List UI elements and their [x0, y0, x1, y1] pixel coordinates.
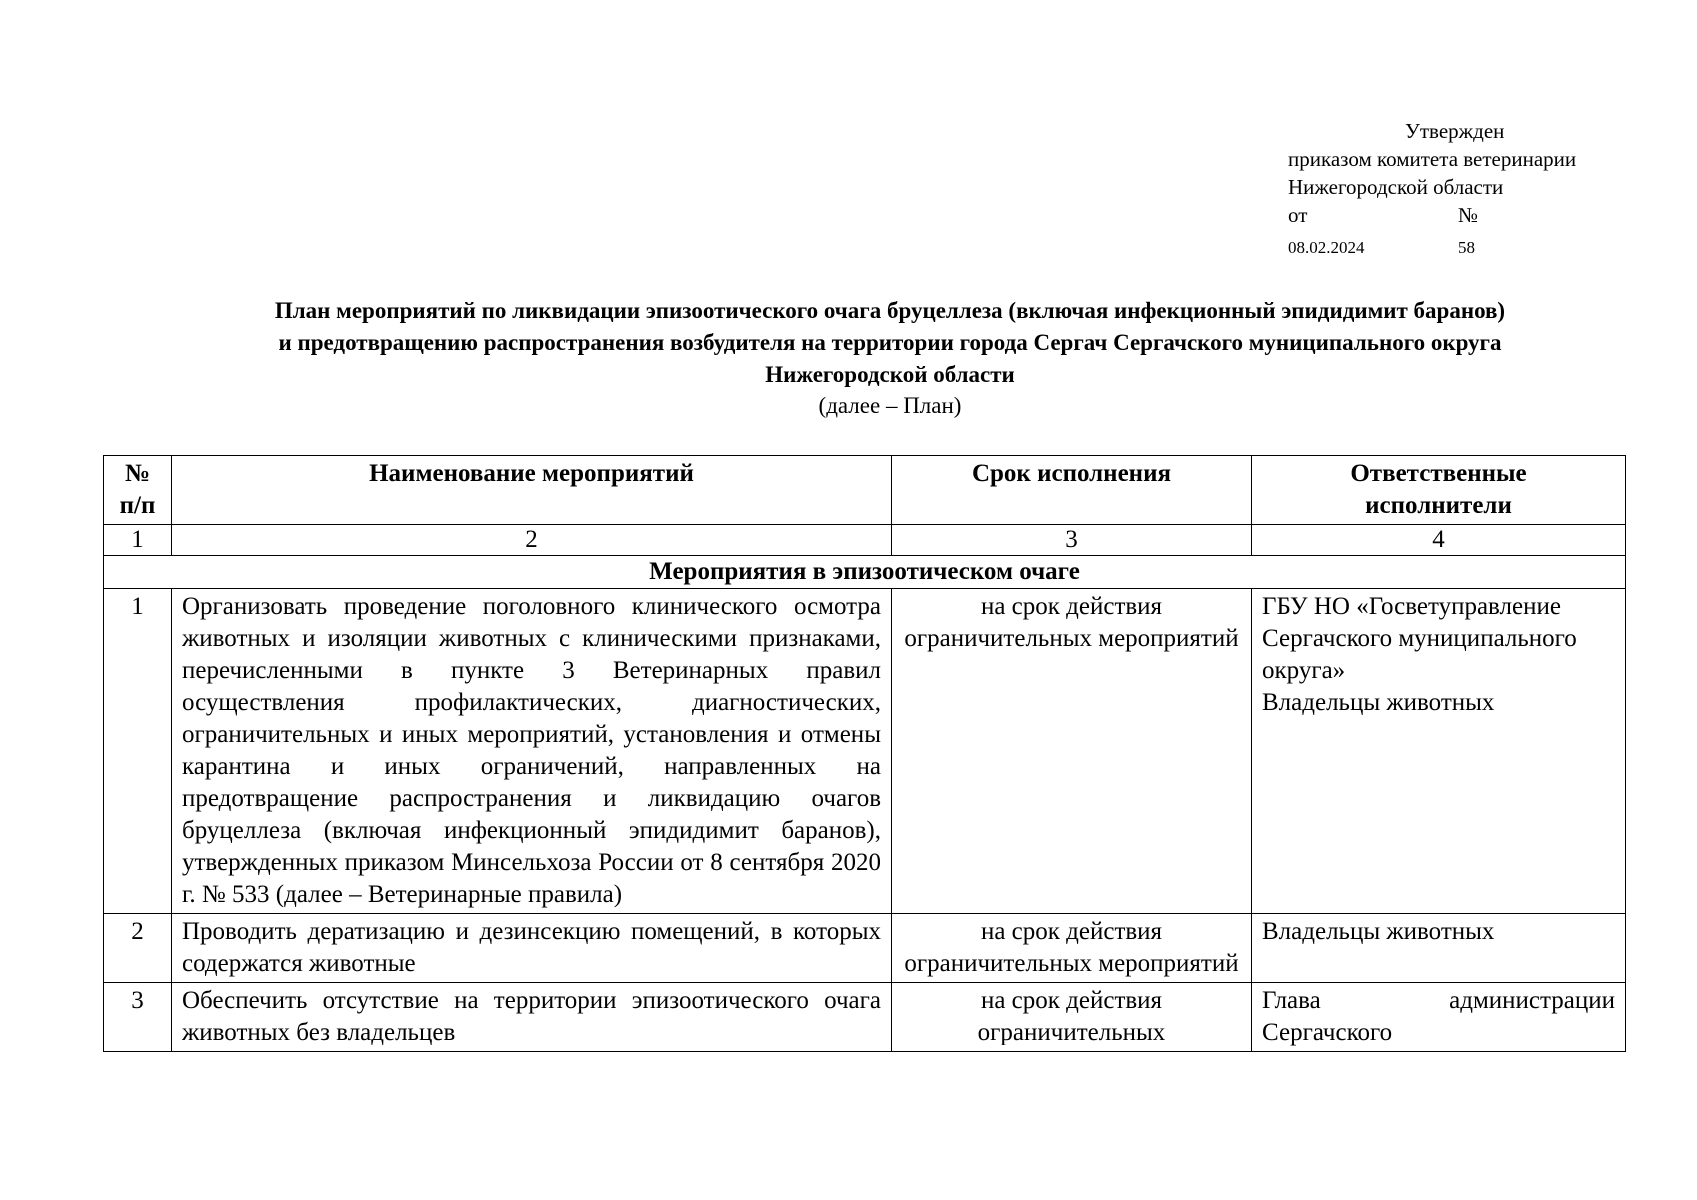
table-row	[104, 589, 1626, 914]
row-resp	[1252, 983, 1626, 1052]
approval-title: Утвержден	[1405, 119, 1505, 143]
row-name: Обеспечить отсутствие на территории эпизоотического очага животных без владельцев	[172, 983, 892, 1052]
header-num-line-1: №	[124, 460, 151, 487]
approval-from-label: от	[1288, 203, 1308, 227]
document-title-line-3: Нижегородской области	[765, 362, 1015, 387]
header-num-line-2: п/п	[119, 492, 156, 519]
document-title-line-2: и предотвращению распространения возбудителя на территории города Сергач Сергачского муниципального округа	[278, 330, 1502, 355]
approval-number: 58	[1458, 238, 1475, 257]
document-subtitle: (далее – План)	[818, 393, 962, 418]
header-name: Наименование мероприятий	[172, 456, 892, 525]
row-term	[892, 983, 1252, 1052]
plan-table	[103, 455, 1626, 1052]
row-name: Проводить дератизацию и дезинсекцию помещений, в которых содержатся животные	[172, 914, 892, 983]
table-row	[104, 914, 1626, 983]
header-resp-line-2: исполнители	[1365, 492, 1512, 519]
table-row	[104, 983, 1626, 1052]
approval-labels-row	[1288, 201, 1648, 229]
approval-line-1: приказом комитета ветеринарии	[1288, 147, 1577, 171]
approval-date: 08.02.2024	[1288, 238, 1365, 257]
approval-number-label: №	[1458, 203, 1479, 227]
approval-line-2: Нижегородской области	[1288, 175, 1504, 199]
row-resp-line-1: Глава администрации	[1262, 987, 1615, 1014]
approval-values-row	[1288, 237, 1648, 259]
header-resp	[1252, 456, 1626, 525]
document-title-line-1: План мероприятий по ликвидации эпизоотического очага бруцеллеза (включая инфекционный эпидидимит баранов)	[274, 298, 1506, 323]
column-number-2: 2	[172, 525, 892, 556]
header-resp-line-1: Ответственные	[1350, 460, 1527, 487]
row-resp-line-2: Владельцы животных	[1262, 689, 1495, 716]
column-number-1: 1	[104, 525, 172, 556]
header-term: Срок исполнения	[892, 456, 1252, 525]
row-resp: Владельцы животных	[1252, 914, 1626, 983]
row-term: на срок действия ограничительных мероприятий	[892, 914, 1252, 983]
row-num: 3	[104, 983, 172, 1052]
document-title	[140, 295, 1640, 391]
column-number-3: 3	[892, 525, 1252, 556]
row-resp	[1252, 589, 1626, 914]
row-term-text: на срок действия ограничительных	[977, 987, 1166, 1045]
section-title: Мероприятия в эпизоотическом очаге	[104, 556, 1626, 589]
row-resp-line-2: Сергачского	[1262, 1019, 1393, 1046]
row-term: на срок действия ограничительных мероприятий	[892, 589, 1252, 914]
row-num: 1	[104, 589, 172, 914]
column-number-4: 4	[1252, 525, 1626, 556]
row-resp-line-1: ГБУ НО «Госветуправление Сергачского муниципального округа»	[1262, 593, 1577, 684]
section-row	[104, 556, 1626, 589]
header-num	[104, 456, 172, 525]
row-num: 2	[104, 914, 172, 983]
approval-stamp	[1288, 117, 1648, 259]
column-number-row	[104, 525, 1626, 556]
table-header-row	[104, 456, 1626, 525]
row-name: Организовать проведение поголовного клинического осмотра животных и изоляции животных с клиническими признаками, перечисленными в пункте 3 Ветеринарных правил осуществления профилактических, диагностических, ограничительных и иных мероприятий, установления и отмены карантина и иных ограничений, направленных на предотвращение распространения и ликвидацию очагов бруцеллеза (включая инфекционный эпидидимит баранов), утвержденных приказом Минсельхоза России от 8 сентября 2020 г. № 533 (далее – Ветеринарные правила)	[172, 589, 892, 914]
